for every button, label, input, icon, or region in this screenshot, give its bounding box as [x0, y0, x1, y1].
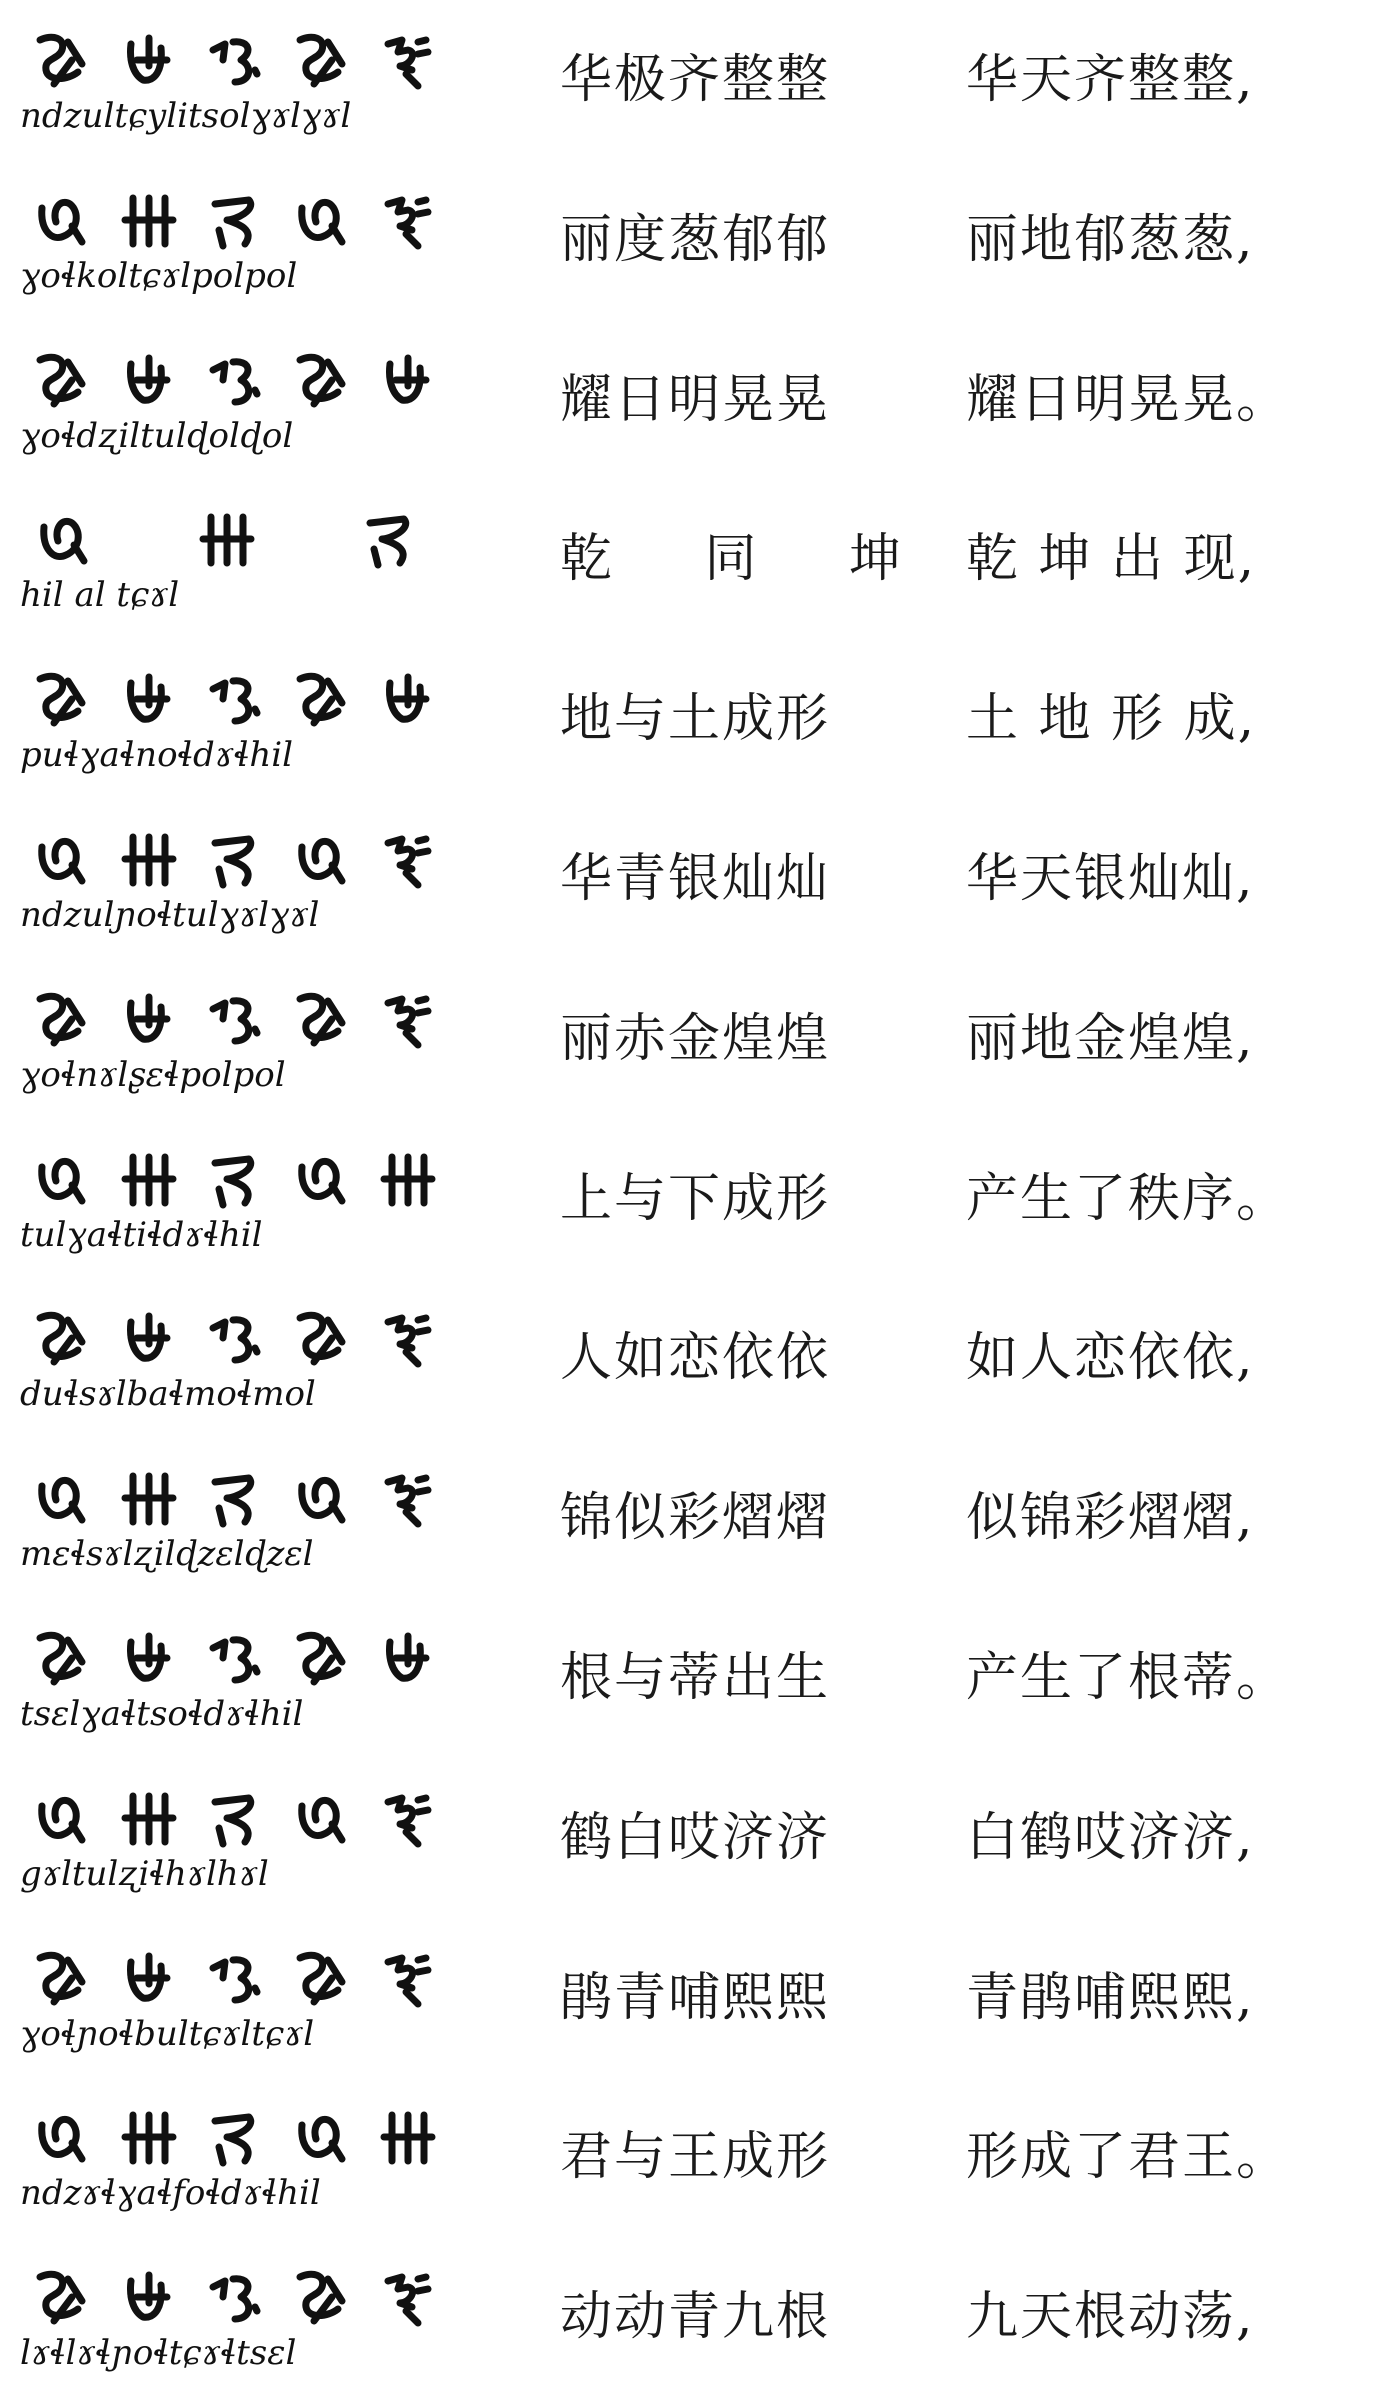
literal-translation: 鹃青哺熙熙 [560, 1967, 831, 2028]
script-column [18, 2091, 458, 2221]
script-glyph-icon [197, 509, 255, 571]
script-glyph-icon [205, 1788, 263, 1850]
literal-translation: 君与王成形 [560, 2127, 831, 2188]
table-row [0, 1758, 1379, 1918]
romanization-text: mɛɬsɤlʐilɖzɛlɖzɛl [20, 1534, 314, 1575]
romanization-text: ndzultɕylitsolɣɤlɣɤl [20, 96, 352, 136]
script-glyph-icon [205, 829, 263, 891]
free-translation: 青鹃哺熙熙, [966, 1967, 1255, 2028]
script-glyph-icon [32, 2267, 90, 2329]
script-glyph-icon [292, 989, 350, 1051]
table-row [0, 1598, 1379, 1758]
script-glyph-icon [205, 190, 263, 252]
script-glyph-icon [32, 1149, 90, 1211]
script-glyph-icon [119, 1468, 177, 1530]
script-glyph-icon [205, 1308, 263, 1370]
literal-translation: 鹤白哎济济 [560, 1807, 831, 1868]
script-glyphs [18, 1772, 458, 1850]
free-translation: 乾 坤 出 现, [966, 529, 1257, 590]
literal-translation: 地与土成形 [560, 689, 831, 750]
script-glyph-icon [205, 2107, 263, 2169]
script-column [18, 1292, 458, 1422]
script-glyph-icon [378, 30, 436, 92]
script-glyph-icon [205, 1948, 263, 2010]
script-glyph-icon [292, 2107, 350, 2169]
table-row [0, 799, 1379, 959]
script-glyph-icon [119, 2107, 177, 2169]
script-glyph-icon [205, 350, 263, 412]
script-glyph-icon [378, 1149, 436, 1211]
free-translation: 白鹤哎济济, [966, 1807, 1255, 1868]
script-glyphs [18, 334, 458, 412]
script-glyph-icon [119, 1628, 177, 1690]
script-glyph-icon [292, 2267, 350, 2329]
script-glyph-icon [119, 1149, 177, 1211]
script-glyph-icon [292, 669, 350, 731]
table-row [0, 2077, 1379, 2237]
free-translation: 土 地 形 成, [966, 689, 1257, 750]
literal-translation: 人如恋依依 [560, 1328, 831, 1389]
literal-translation: 乾 同 坤 [560, 529, 940, 590]
script-glyph-icon [119, 190, 177, 252]
script-glyph-icon [378, 989, 436, 1051]
romanization-text: ɣoɬɲoɬbultɕɤltɕɤl [20, 2013, 315, 2054]
romanization-text: tsɛlɣaɬtsoɬdɤɬhil [20, 1694, 304, 1734]
table-row [0, 1278, 1379, 1438]
script-glyph-icon [378, 190, 436, 252]
table-row [0, 160, 1379, 320]
script-glyph-icon [378, 350, 436, 412]
script-glyph-icon [378, 1948, 436, 2010]
script-glyph-icon [119, 669, 177, 731]
table-row [0, 639, 1379, 799]
free-translation: 华天银灿灿, [966, 849, 1255, 909]
script-glyphs [18, 973, 458, 1051]
script-glyph-icon [378, 2267, 436, 2329]
script-glyph-icon [292, 30, 350, 92]
script-glyphs [18, 1932, 458, 2010]
script-glyph-icon [32, 2107, 90, 2169]
table-row [0, 320, 1379, 480]
free-translation: 产生了根蒂。 [966, 1648, 1291, 1708]
script-column [18, 493, 458, 623]
literal-translation: 丽赤金煌煌 [560, 1008, 831, 1069]
script-glyph-icon [119, 2267, 177, 2329]
literal-translation: 根与蒂出生 [560, 1648, 831, 1708]
table-row [0, 479, 1379, 639]
script-glyph-icon [119, 30, 177, 92]
table-row [0, 1119, 1379, 1279]
script-glyph-icon [32, 350, 90, 412]
table-row [0, 1918, 1379, 2078]
romanization-text: lɤɬlɤɬɲoɬtɕɤɬtsɛl [20, 2333, 297, 2374]
literal-translation: 华青银灿灿 [560, 849, 831, 909]
script-glyph-icon [32, 829, 90, 891]
script-column [18, 1932, 458, 2062]
literal-translation: 丽度葱郁郁 [560, 209, 831, 270]
literal-translation: 华极齐整整 [560, 50, 831, 110]
script-glyph-icon [34, 509, 92, 571]
script-glyph-icon [292, 1628, 350, 1690]
script-glyph-icon [378, 1468, 436, 1530]
script-glyph-icon [205, 989, 263, 1051]
script-glyph-icon [32, 989, 90, 1051]
script-glyph-icon [205, 30, 263, 92]
romanization-text: tulɣaɬtiɬdɤɬhil [20, 1214, 263, 1255]
script-glyph-icon [360, 509, 418, 571]
romanization-text: ɣoɬdʐiltulɖolɖol [20, 415, 294, 456]
script-glyph-icon [292, 1149, 350, 1211]
script-glyphs [18, 1133, 458, 1211]
script-glyph-icon [32, 1308, 90, 1370]
script-glyph-icon [32, 1948, 90, 2010]
script-glyph-icon [32, 1468, 90, 1530]
romanization-text: ɣoɬnɤlʂɛɬpolpol [20, 1054, 286, 1095]
script-glyph-icon [292, 1948, 350, 2010]
free-translation: 华天齐整整, [966, 50, 1255, 110]
script-column [18, 813, 458, 943]
romanization-text: hil al tɕɤl [20, 575, 180, 616]
table-row [0, 959, 1379, 1119]
script-glyph-icon [119, 989, 177, 1051]
script-glyph-icon [292, 190, 350, 252]
romanization-text: puɬɣaɬnoɬdɤɬhil [20, 735, 294, 776]
free-translation: 如人恋依依, [966, 1328, 1255, 1389]
script-glyph-icon [119, 1948, 177, 2010]
script-glyph-icon [292, 1788, 350, 1850]
script-column [18, 973, 458, 1103]
free-translation: 形成了君王。 [966, 2127, 1291, 2188]
script-glyph-icon [292, 350, 350, 412]
free-translation: 九天根动荡, [966, 2287, 1255, 2348]
script-glyph-icon [32, 190, 90, 252]
table-row [0, 0, 1379, 160]
script-glyph-icon [119, 350, 177, 412]
table-row [0, 1438, 1379, 1598]
script-glyph-icon [378, 829, 436, 891]
script-glyph-icon [378, 1788, 436, 1850]
romanization-text: ndzɤɬɣaɬfoɬdɤɬhil [20, 2173, 321, 2214]
script-glyph-icon [205, 1468, 263, 1530]
script-glyph-icon [205, 2267, 263, 2329]
script-glyph-icon [292, 1308, 350, 1370]
script-glyph-icon [378, 669, 436, 731]
script-glyphs [18, 1292, 458, 1370]
script-glyphs [18, 813, 458, 891]
script-glyphs [18, 653, 458, 731]
script-glyph-icon [205, 1628, 263, 1690]
free-translation: 产生了秩序。 [966, 1168, 1291, 1229]
script-column [18, 653, 458, 783]
romanization-text: ɣoɬkoltɕɤlpolpol [20, 255, 298, 296]
script-column [18, 2251, 458, 2381]
script-glyphs [18, 14, 458, 92]
script-column [18, 14, 458, 144]
script-glyph-icon [292, 1468, 350, 1530]
script-glyphs [18, 1452, 458, 1530]
script-glyph-icon [32, 30, 90, 92]
script-column [18, 334, 458, 464]
literal-translation: 耀日明晃晃 [560, 369, 831, 430]
script-column [18, 1452, 458, 1582]
script-glyph-icon [32, 1788, 90, 1850]
free-translation: 丽地郁葱葱, [966, 209, 1255, 270]
script-glyph-icon [378, 1628, 436, 1690]
script-glyph-icon [292, 829, 350, 891]
script-glyph-icon [378, 2107, 436, 2169]
free-translation: 似锦彩熠熠, [966, 1488, 1255, 1549]
romanization-text: ndzulɲoɬtulɣɤlɣɤl [20, 895, 320, 935]
script-column [18, 1133, 458, 1263]
script-column [18, 174, 458, 304]
romanization-text: duɬsɤlbaɬmoɬmol [20, 1374, 316, 1415]
script-glyphs [18, 1612, 458, 1690]
script-glyphs [18, 174, 458, 252]
table-row [0, 2237, 1379, 2397]
script-glyphs [18, 2251, 458, 2329]
literal-translation: 上与下成形 [560, 1168, 831, 1229]
free-translation: 耀日明晃晃。 [966, 369, 1291, 430]
literal-translation: 锦似彩熠熠 [560, 1488, 831, 1549]
script-glyph-icon [119, 1788, 177, 1850]
romanization-text: gɤltulʐiɬhɤlhɤl [20, 1853, 269, 1894]
script-glyphs [18, 493, 458, 571]
script-column [18, 1772, 458, 1902]
script-glyph-icon [119, 1308, 177, 1370]
script-glyph-icon [32, 669, 90, 731]
script-glyph-icon [119, 829, 177, 891]
script-glyph-icon [32, 1628, 90, 1690]
literal-translation: 动动青九根 [560, 2287, 831, 2348]
script-glyph-icon [378, 1308, 436, 1370]
script-column [18, 1612, 458, 1742]
script-glyph-icon [205, 1149, 263, 1211]
script-glyph-icon [205, 669, 263, 731]
script-glyphs [18, 2091, 458, 2169]
free-translation: 丽地金煌煌, [966, 1008, 1255, 1069]
